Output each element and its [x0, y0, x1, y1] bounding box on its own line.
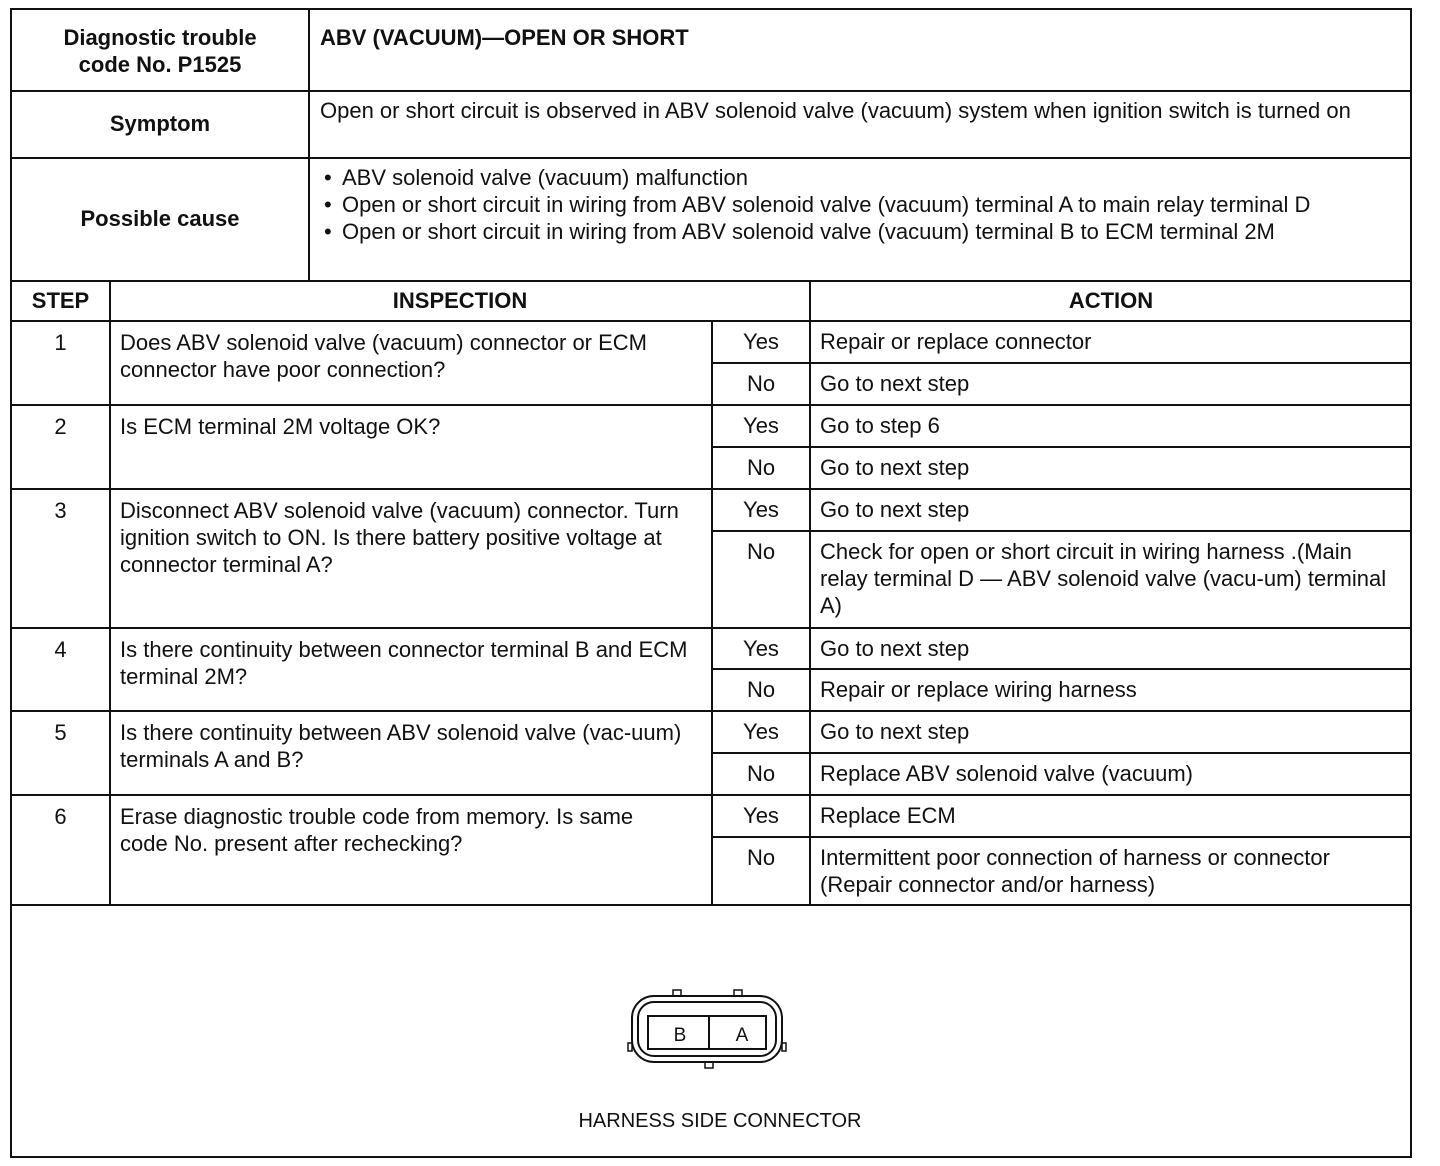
step-header: STEP — [31, 288, 90, 313]
divider — [109, 280, 111, 905]
step-inspection: Is there continuity between connector terminal B and ECM terminal 2M? — [120, 637, 688, 689]
divider — [308, 8, 310, 281]
yes-label: Yes — [743, 803, 779, 828]
divider — [10, 90, 1412, 92]
no-label: No — [746, 455, 776, 480]
yes-label: Yes — [743, 413, 779, 438]
divider — [711, 668, 1412, 670]
terminal-b-label: B — [673, 1025, 687, 1046]
divider — [10, 280, 1412, 282]
yes-action: Go to next step — [820, 719, 970, 744]
yes-action: Replace ECM — [820, 803, 956, 828]
step-inspection: Erase diagnostic trouble code from memory. Is same code No. present after rechecking? — [120, 804, 634, 856]
divider — [711, 362, 1412, 364]
step-number: 2 — [54, 414, 67, 439]
divider — [711, 752, 1412, 754]
page-title: ABV (VACUUM)—OPEN OR SHORT — [320, 25, 689, 50]
yes-action: Go to step 6 — [820, 413, 940, 438]
connector-caption: HARNESS SIDE CONNECTOR — [578, 1110, 862, 1132]
divider — [711, 836, 1412, 838]
divider — [711, 446, 1412, 448]
yes-action: Go to next step — [820, 636, 970, 661]
inspection-header: INSPECTION — [392, 288, 528, 313]
cause-item: • ABV solenoid valve (vacuum) malfunction — [318, 164, 1406, 191]
yes-label: Yes — [743, 329, 779, 354]
yes-action: Go to next step — [820, 497, 970, 522]
step-inspection: Does ABV solenoid valve (vacuum) connector or ECM connector have poor connection? — [120, 330, 648, 382]
no-label: No — [746, 371, 776, 396]
cause-item: • Open or short circuit in wiring from ABV solenoid valve (vacuum) terminal A to main relay terminal D — [318, 191, 1406, 218]
yes-label: Yes — [743, 497, 779, 522]
step-number: 1 — [54, 330, 67, 355]
no-action: Go to next step — [820, 371, 970, 396]
yes-label: Yes — [743, 719, 779, 744]
no-action: Replace ABV solenoid valve (vacuum) — [820, 761, 1193, 786]
step-number: 3 — [54, 498, 67, 523]
possible-cause-list — [318, 164, 1406, 245]
step-number: 6 — [54, 804, 67, 829]
yes-label: Yes — [743, 636, 779, 661]
symptom-label: Symptom — [109, 111, 211, 136]
no-label: No — [746, 539, 776, 564]
possible-cause-label: Possible cause — [80, 206, 240, 231]
step-inspection: Is there continuity between ABV solenoid valve (vac-uum) terminals A and B? — [120, 720, 682, 772]
divider — [711, 530, 1412, 532]
no-label: No — [746, 677, 776, 702]
no-label: No — [746, 845, 776, 870]
no-action: Go to next step — [820, 455, 970, 480]
no-action: Intermittent poor connection of harness or connector (Repair connector and/or harness) — [820, 845, 1330, 897]
divider — [809, 280, 811, 905]
yes-action: Repair or replace connector — [820, 329, 1092, 354]
no-label: No — [746, 761, 776, 786]
action-header: ACTION — [1068, 288, 1154, 313]
cause-item: • Open or short circuit in wiring from ABV solenoid valve (vacuum) terminal B to ECM terminal 2M — [318, 218, 1406, 245]
symptom-text: Open or short circuit is observed in ABV solenoid valve (vacuum) system when ignition switch is turned on — [320, 98, 1351, 123]
no-action: Check for open or short circuit in wiring harness .(Main relay terminal D — ABV solenoid valve (vacu-um) terminal A) — [820, 539, 1387, 618]
terminal-a-label: A — [735, 1025, 749, 1046]
step-inspection: Disconnect ABV solenoid valve (vacuum) connector. Turn ignition switch to ON. Is there battery positive voltage at connector terminal A? — [120, 498, 679, 577]
divider — [10, 157, 1412, 159]
step-number: 5 — [54, 720, 67, 745]
code-label: Diagnostic trouble code No. P1525 — [63, 25, 257, 77]
step-inspection: Is ECM terminal 2M voltage OK? — [120, 414, 441, 439]
harness-connector-diagram — [620, 985, 800, 1080]
no-action: Repair or replace wiring harness — [820, 677, 1137, 702]
step-number: 4 — [54, 637, 67, 662]
